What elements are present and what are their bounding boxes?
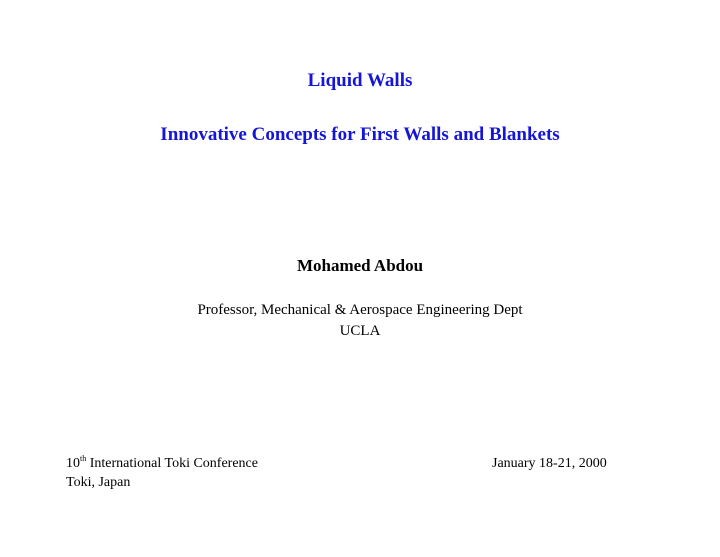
author-name: Mohamed Abdou: [296, 256, 424, 275]
author-organization: UCLA: [339, 323, 381, 339]
author-position: Professor, Mechanical & Aerospace Engineering Dept: [197, 302, 523, 318]
conference-name-text: International Toki Conference: [86, 456, 258, 471]
conference-name: [66, 455, 258, 472]
conference-dates: January 18-21, 2000: [492, 456, 607, 471]
slide-subtitle: Innovative Concepts for First Walls and Blankets: [160, 124, 560, 145]
conference-location: Toki, Japan: [66, 475, 131, 490]
conference-ordinal-suffix: th: [80, 454, 87, 463]
conference-ordinal-number: 10: [66, 456, 80, 471]
slide-title: Liquid Walls: [307, 70, 413, 91]
